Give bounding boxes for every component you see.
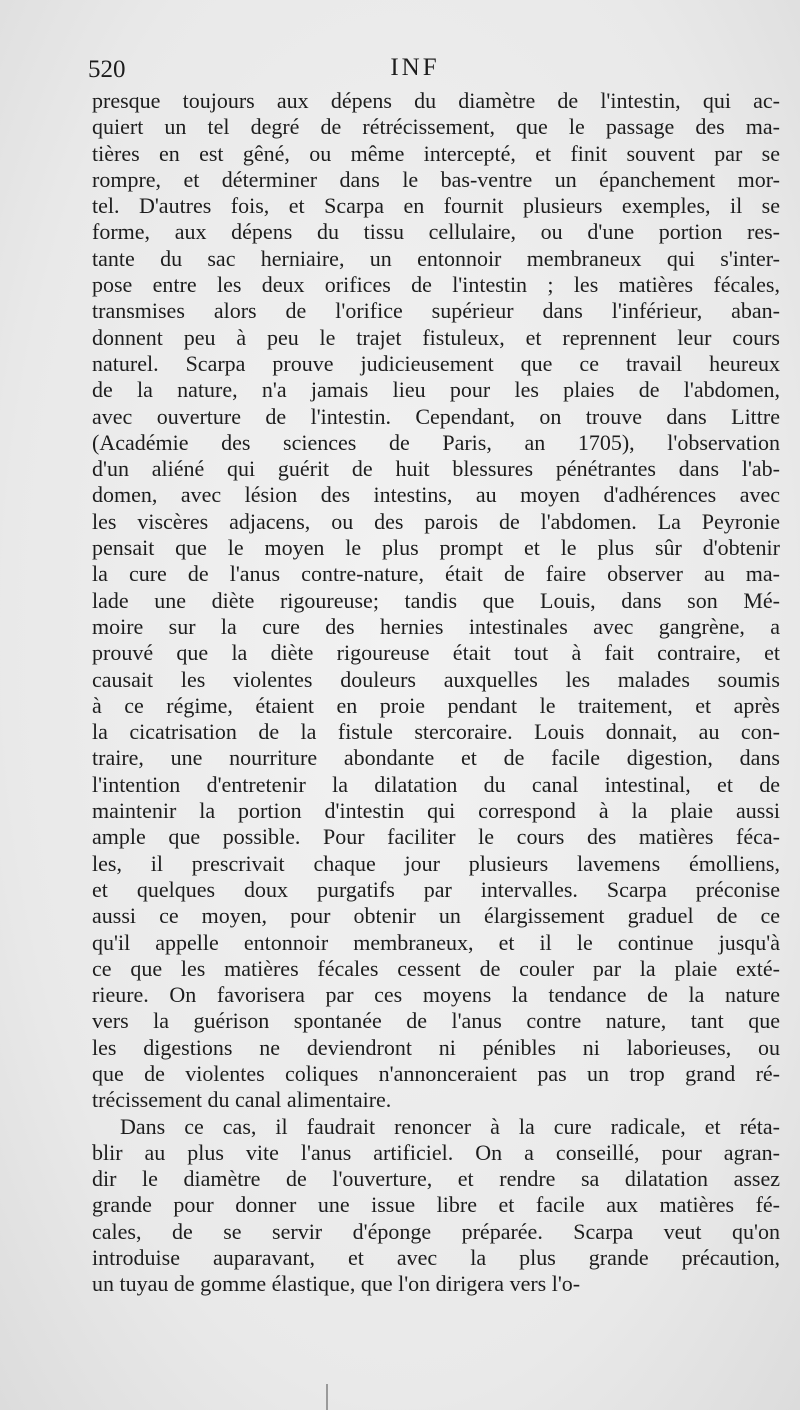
text-line: aussi ce moyen, pour obtenir un élargissement graduel de ce — [92, 903, 780, 929]
text-line: trécissement du canal alimentaire. — [92, 1087, 392, 1113]
text-line: cales, de se servir d'éponge préparée. Scarpa veut qu'on — [92, 1218, 780, 1244]
text-line: prouvé que la diète rigoureuse était tout à fait contraire, et — [92, 640, 780, 666]
text-line: un tuyau de gomme élastique, que l'on dirigera vers l'o- — [92, 1271, 581, 1297]
text-line: la cure de l'anus contre-nature, était de faire observer au ma- — [92, 561, 780, 587]
text-line: tel. D'autres fois, et Scarpa en fournit plusieurs exemples, il se — [92, 193, 780, 219]
text-line: dir le diamètre de l'ouverture, et rendre sa dilatation assez — [92, 1166, 780, 1192]
text-line: rompre, et déterminer dans le bas-ventre un épanchement mor- — [92, 166, 780, 192]
text-line: quiert un tel degré de rétrécissement, que le passage des ma- — [92, 114, 780, 140]
binding-mark — [326, 1384, 328, 1410]
text-line: d'un aliéné qui guérit de huit blessures pénétrantes dans l'ab- — [92, 456, 780, 482]
text-line: vers la guérison spontanée de l'anus contre nature, tant que — [92, 1008, 780, 1034]
text-line: naturel. Scarpa prouve judicieusement que ce travail heureux — [92, 350, 780, 376]
page-number: 520 — [88, 56, 126, 83]
text-line: et quelques doux purgatifs par intervalles. Scarpa préconise — [92, 876, 780, 902]
text-line: donnent peu à peu le trajet fistuleux, et reprennent leur cours — [92, 324, 780, 350]
text-line: ce que les matières fécales cessent de couler par la plaie exté- — [92, 955, 780, 981]
body-text — [92, 88, 780, 1298]
text-line: grande pour donner une issue libre et facile aux matières fé- — [92, 1192, 780, 1218]
text-line: lade une diète rigoureuse; tandis que Louis, dans son Mé- — [92, 587, 780, 613]
text-line: causait les violentes douleurs auxquelles les malades soumis — [92, 666, 780, 692]
page-header — [88, 54, 778, 88]
text-line: les digestions ne deviendront ni pénibles ni laborieuses, ou — [92, 1034, 780, 1060]
text-line: blir au plus vite l'anus artificiel. On a conseillé, pour agran- — [92, 1139, 780, 1165]
text-line: les, il prescrivait chaque jour plusieurs lavemens émolliens, — [92, 850, 780, 876]
running-head: INF — [390, 54, 440, 81]
text-line: rieure. On favorisera par ces moyens la tendance de la nature — [92, 982, 780, 1008]
text-line: que de violentes coliques n'annonceraient pas un trop grand ré- — [92, 1060, 780, 1086]
text-line: ample que possible. Pour faciliter le cours des matières féca- — [92, 824, 780, 850]
text-line: à ce régime, étaient en proie pendant le traitement, et après — [92, 692, 780, 718]
text-line: maintenir la portion d'intestin qui correspond à la plaie aussi — [92, 798, 780, 824]
text-line: pose entre les deux orifices de l'intestin ; les matières fécales, — [92, 272, 780, 298]
text-line: moire sur la cure des hernies intestinales avec gangrène, a — [92, 613, 780, 639]
text-line: de la nature, n'a jamais lieu pour les plaies de l'abdomen, — [92, 377, 780, 403]
text-line: la cicatrisation de la fistule stercoraire. Louis donnait, au con- — [92, 719, 780, 745]
text-line: transmises alors de l'orifice supérieur dans l'inférieur, aban- — [92, 298, 780, 324]
paragraph-1 — [92, 88, 780, 1114]
text-line: traire, une nourriture abondante et de facile digestion, dans — [92, 745, 780, 771]
text-line: Dans ce cas, il faudrait renoncer à la cure radicale, et réta- — [120, 1113, 780, 1139]
text-line: (Académie des sciences de Paris, an 1705), l'observation — [92, 429, 780, 455]
paragraph-2 — [92, 1114, 780, 1298]
text-line: les viscères adjacens, ou des parois de l'abdomen. La Peyronie — [92, 508, 780, 534]
text-line: tières en est gêné, ou même intercepté, et finit souvent par se — [92, 140, 780, 166]
text-line: presque toujours aux dépens du diamètre de l'intestin, qui ac- — [92, 88, 780, 113]
text-line: qu'il appelle entonnoir membraneux, et il le continue jusqu'à — [92, 929, 780, 955]
text-line: l'intention d'entretenir la dilatation du canal intestinal, et de — [92, 771, 780, 797]
text-line: tante du sac herniaire, un entonnoir membraneux qui s'inter- — [92, 245, 780, 271]
text-line: introduise auparavant, et avec la plus grande précaution, — [92, 1245, 780, 1271]
text-line: domen, avec lésion des intestins, au moyen d'adhérences avec — [92, 482, 780, 508]
text-line: pensait que le moyen le plus prompt et le plus sûr d'obtenir — [92, 535, 780, 561]
text-line: avec ouverture de l'intestin. Cependant, on trouve dans Littre — [92, 403, 780, 429]
text-line: forme, aux dépens du tissu cellulaire, ou d'une portion res- — [92, 219, 780, 245]
